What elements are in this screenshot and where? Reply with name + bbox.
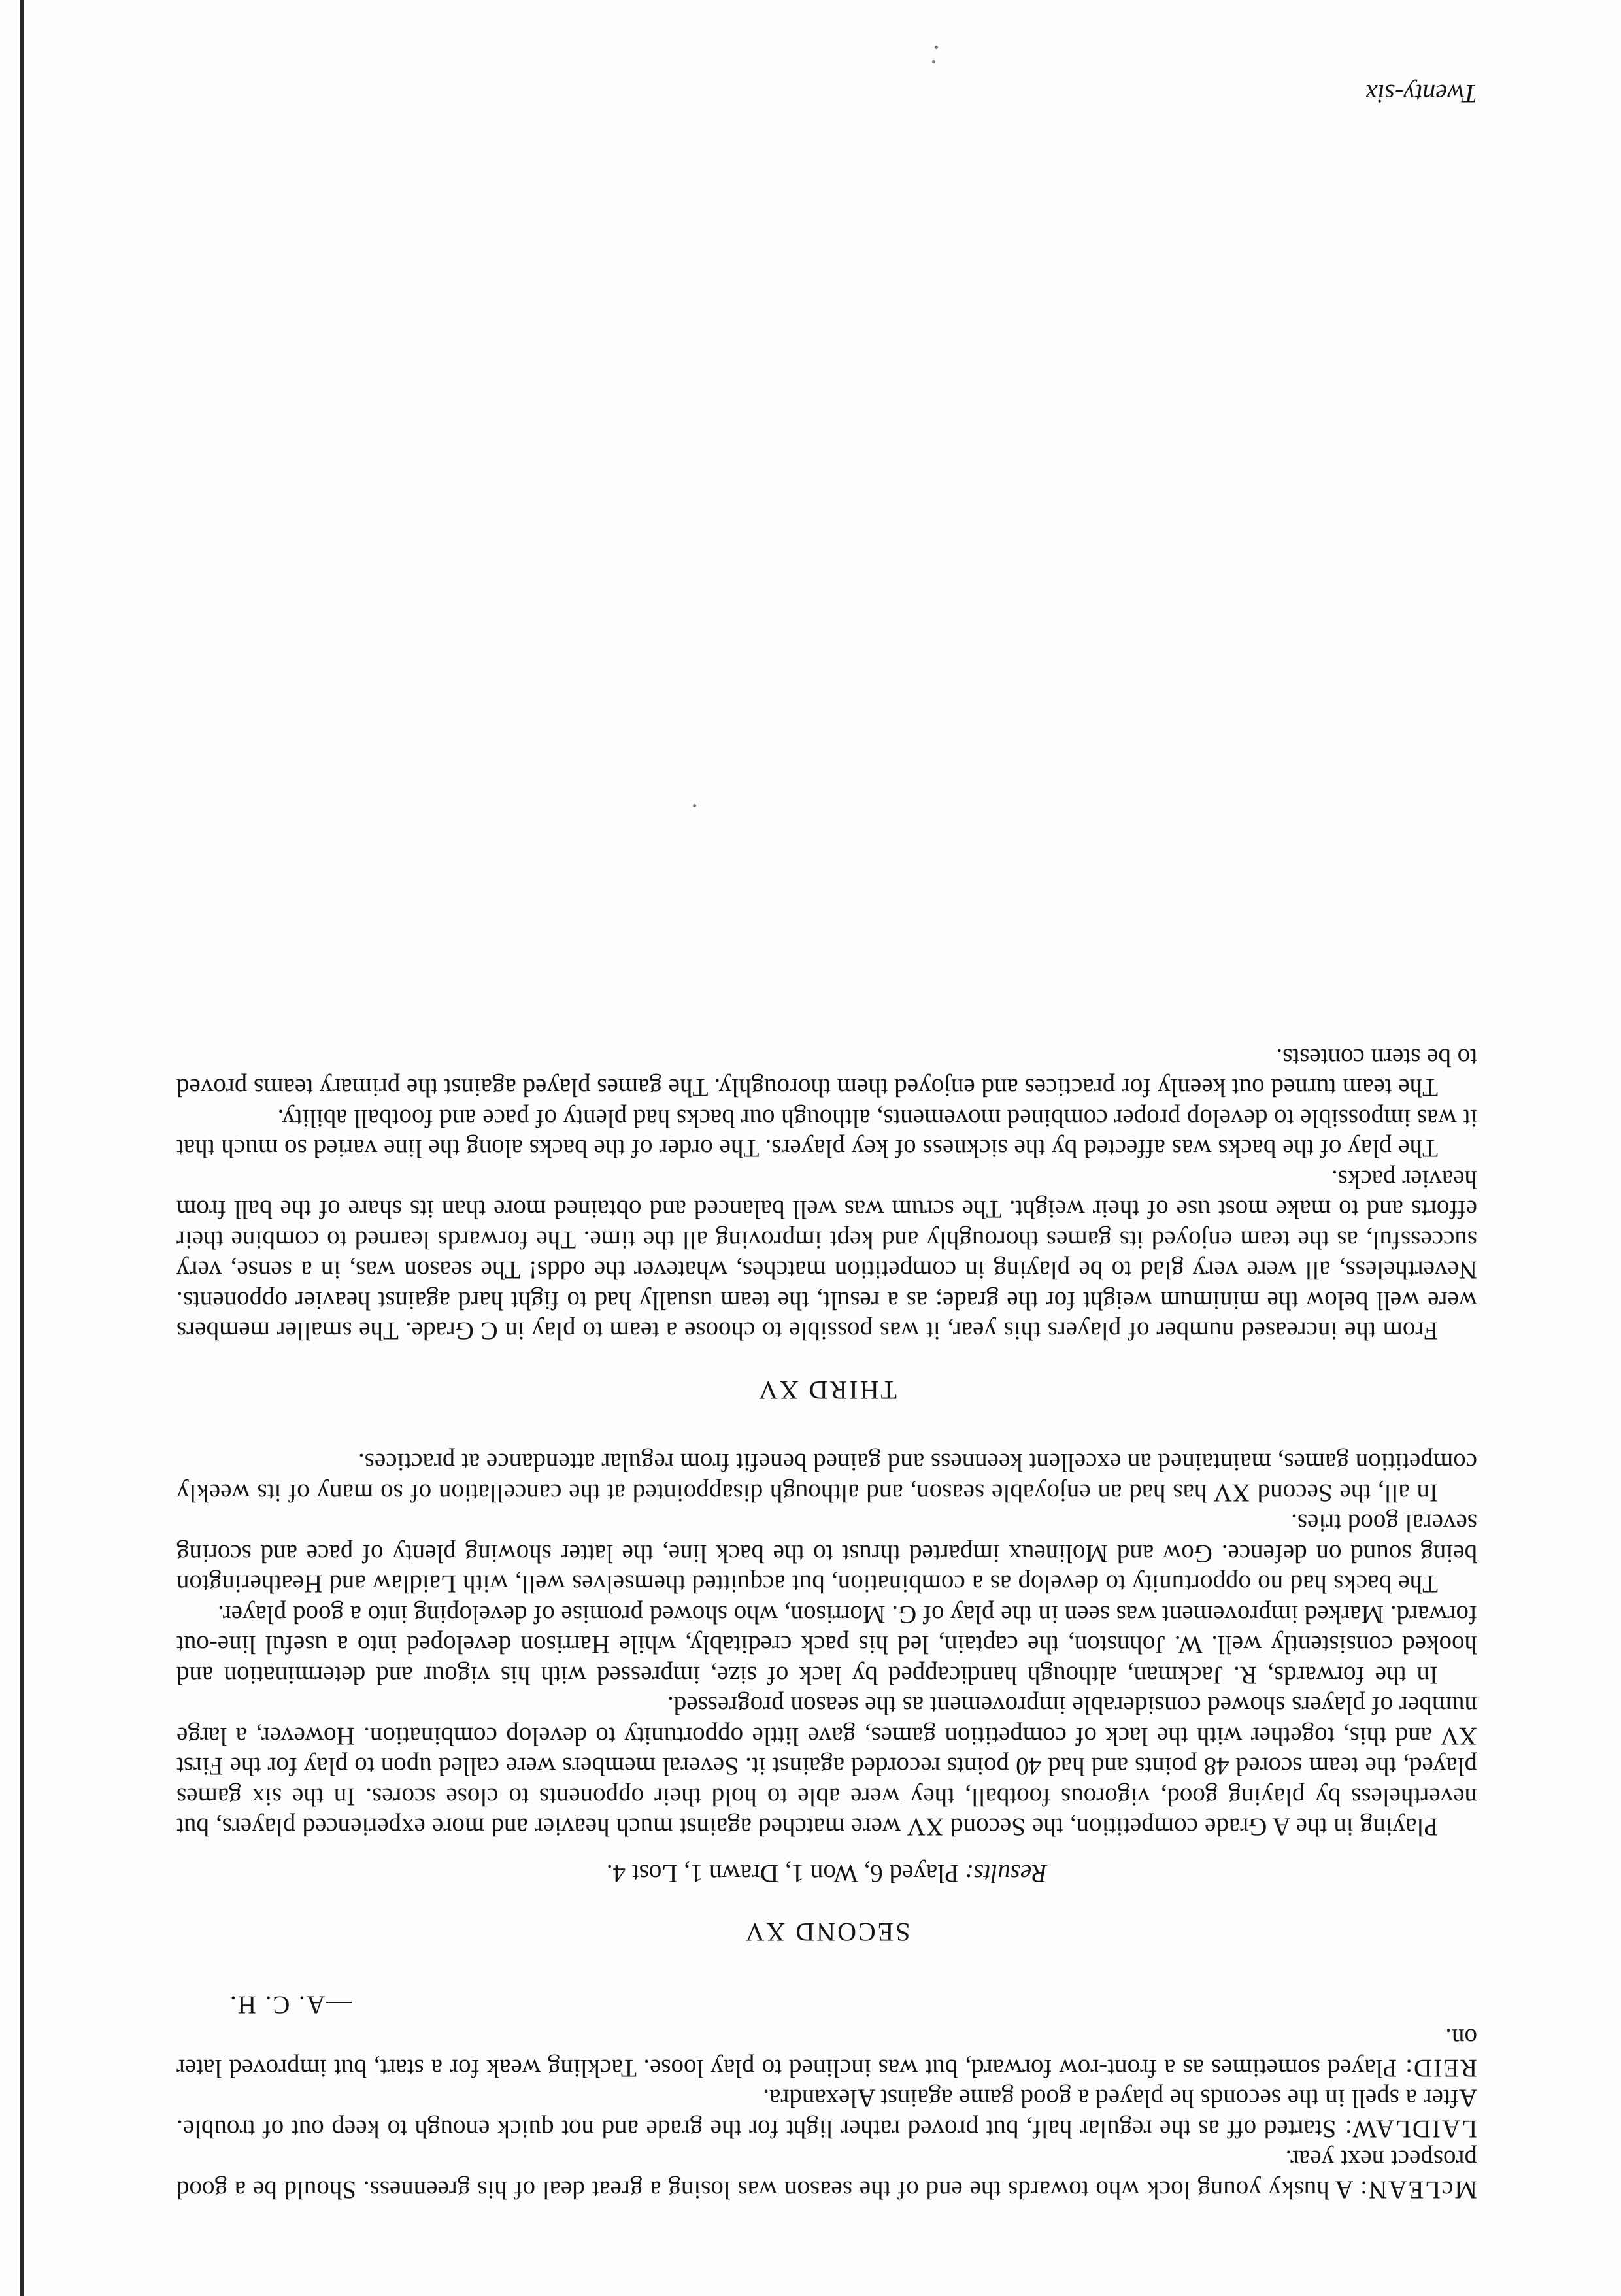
paragraph: In all, the Second XV has had an enjoyable season, and although disappointed at the cancellation of so many of its weekly competition games, maintained an excellent keenness and gained benefit from regular attendance at practices.	[176, 1448, 1477, 1507]
paragraph: The play of the backs was affected by the sickness of key players. The order of the backs along the line varied so much that it was impossible to develop proper combined movements, although our backs had plenty of pace and football ability.	[176, 1104, 1477, 1163]
player-note-text: A husky young lock who towards the end of the season was losing a great deal of his greenness. Should be a good prospect next year.	[176, 2145, 1477, 2204]
player-note-mclean	[176, 2144, 1477, 2204]
results-text: Played 6, Won 1, Drawn 1, Lost 4.	[606, 1859, 959, 1887]
player-note-text: Played sometimes as a front-row forward, but was inclined to play loose. Tackling weak for a start, but improved later on.	[176, 2023, 1477, 2082]
results-line	[176, 1858, 1477, 1889]
author-signature: —A. C. H.	[229, 1991, 352, 2019]
section-heading-third-xv: THIRD XV	[757, 1376, 897, 1405]
player-name: McLEAN:	[1359, 2176, 1477, 2204]
paragraph: The backs had no opportunity to develop as a combination, but acquitted themselves well, with Laidlaw and Heatherington being sound on defence. Gow and Molineux imparted thrust to the back line, the latter showing plenty of pace and scoring several good tries.	[176, 1509, 1477, 1598]
paragraph: The team turned out keenly for practices and enjoyed them thoroughly. The games played against the primary teams proved to be stern contests.	[176, 1043, 1477, 1102]
player-note-reid	[176, 2022, 1477, 2083]
paragraph: From the increased number of players this year, it was possible to choose a team to play in C Grade. The smaller members were well below the minimum weight for the grade; as a result, the team usually had to fight hard against heavier opponents. Nevertheless, all were very glad to be playing in competition matches, whatever the odds! The season was, in a sense, very successful, as the team enjoyed its games thoroughly and kept improving all the time. The forwards learned to combine their efforts and to make most use of their weight. The scrum was well balanced and obtained more than its share of the ball from heavier packs.	[176, 1165, 1477, 1345]
results-label: Results:	[965, 1859, 1048, 1887]
page-number: Twenty-six	[1365, 79, 1477, 109]
player-note-laidlaw	[176, 2083, 1477, 2144]
player-name: LAIDLAW:	[1343, 2115, 1477, 2143]
player-note-text: Started off as the regular half, but proved rather light for the grade and not quick enough to keep out of trouble. After a spell in the seconds he played a good game against Alexandra.	[176, 2084, 1477, 2143]
section-heading-second-xv: SECOND XV	[743, 1917, 911, 1948]
player-name: REID:	[1404, 2054, 1477, 2082]
paragraph: In the forwards, R. Jackman, although handicapped by lack of size, impressed with his vigour and determination and hooked consistently well. W. Johnston, the captain, led his pack creditably, while Harrison developed into a useful line-out forward. Marked improvement was seen in the play of G. Morrison, who showed promise of developing into a good player.	[176, 1600, 1477, 1689]
paragraph: Playing in the A Grade competition, the Second XV were matched against much heavier and more experienced players, but nevertheless by playing good, vigorous football, they were able to hold their opponents to close scores. In the six games played, the team scored 48 points and had 40 points recorded against it. Several members were called upon to play for the First XV and this, together with the lack of competition games, gave little opportunity to develop combination. However, a large number of players showed considerable improvement as the season progressed.	[176, 1691, 1477, 1842]
page-body	[176, 1042, 1477, 2205]
